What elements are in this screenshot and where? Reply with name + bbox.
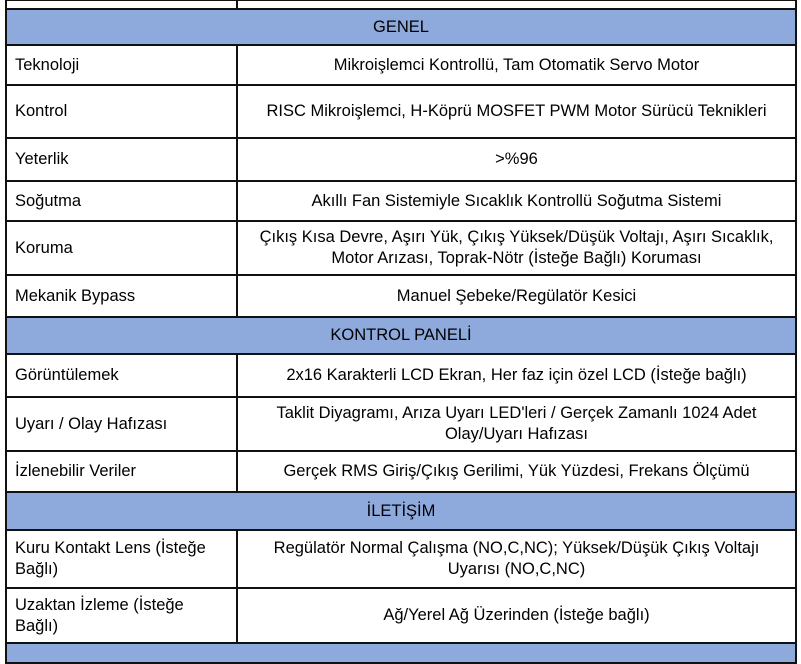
section-header-partial-bottom <box>6 643 796 663</box>
spec-value: Regülatör Normal Çalışma (NO,C,NC); Yüksek/Düşük Çıkış Voltajı Uyarısı (NO,C,NC) <box>237 530 796 588</box>
spec-value: RISC Mikroişlemci, H-Köprü MOSFET PWM Motor Sürücü Teknikleri <box>237 85 796 138</box>
spec-value: Gerçek RMS Giriş/Çıkış Gerilimi, Yük Yüzdesi, Frekans Ölçümü <box>237 451 796 492</box>
spec-label: Yeterlik <box>6 138 237 181</box>
section-header-genel <box>6 9 796 45</box>
spec-label: Kontrol <box>6 85 237 138</box>
section-title: İLETİŞİM <box>6 492 796 530</box>
section-header-iletisim <box>6 492 796 530</box>
section-title: KONTROL PANELİ <box>6 317 796 354</box>
spec-value: Mikroişlemci Kontrollü, Tam Otomatik Servo Motor <box>237 45 796 85</box>
spec-value: Çıkış Kısa Devre, Aşırı Yük, Çıkış Yüksek/Düşük Voltajı, Aşırı Sıcaklık, Motor Arızası, Toprak-Nötr (İsteğe Bağlı) Koruması <box>237 221 796 275</box>
table-row <box>6 588 796 643</box>
table-row <box>6 451 796 492</box>
section-title: GENEL <box>6 9 796 45</box>
spec-value: 2x16 Karakterli LCD Ekran, Her faz için özel LCD (İsteğe bağlı) <box>237 354 796 397</box>
partial-cell <box>237 0 796 9</box>
spec-label: Mekanik Bypass <box>6 275 237 317</box>
spec-label: Teknoloji <box>6 45 237 85</box>
spec-value: Akıllı Fan Sistemiyle Sıcaklık Kontrollü Soğutma Sistemi <box>237 181 796 221</box>
table-row <box>6 530 796 588</box>
table-row <box>6 397 796 451</box>
spec-label: Görüntülemek <box>6 354 237 397</box>
spec-value: >%96 <box>237 138 796 181</box>
spec-label: Soğutma <box>6 181 237 221</box>
table-row <box>6 181 796 221</box>
table-row <box>6 221 796 275</box>
table-row-partial-top <box>6 0 796 9</box>
spec-label: Koruma <box>6 221 237 275</box>
table-row <box>6 354 796 397</box>
spec-label: Uyarı / Olay Hafızası <box>6 397 237 451</box>
table-row <box>6 138 796 181</box>
spec-label: Uzaktan İzleme (İsteğe Bağlı) <box>6 588 237 643</box>
table-row <box>6 85 796 138</box>
table-row <box>6 275 796 317</box>
table-row <box>6 45 796 85</box>
partial-cell <box>6 0 237 9</box>
section-header-kontrol-paneli <box>6 317 796 354</box>
specifications-table <box>5 0 797 664</box>
spec-label: İzlenebilir Veriler <box>6 451 237 492</box>
spec-value: Ağ/Yerel Ağ Üzerinden (İsteğe bağlı) <box>237 588 796 643</box>
section-title <box>6 643 796 663</box>
spec-label: Kuru Kontakt Lens (İsteğe Bağlı) <box>6 530 237 588</box>
spec-value: Manuel Şebeke/Regülatör Kesici <box>237 275 796 317</box>
spec-value: Taklit Diyagramı, Arıza Uyarı LED'leri / Gerçek Zamanlı 1024 Adet Olay/Uyarı Hafızası <box>237 397 796 451</box>
